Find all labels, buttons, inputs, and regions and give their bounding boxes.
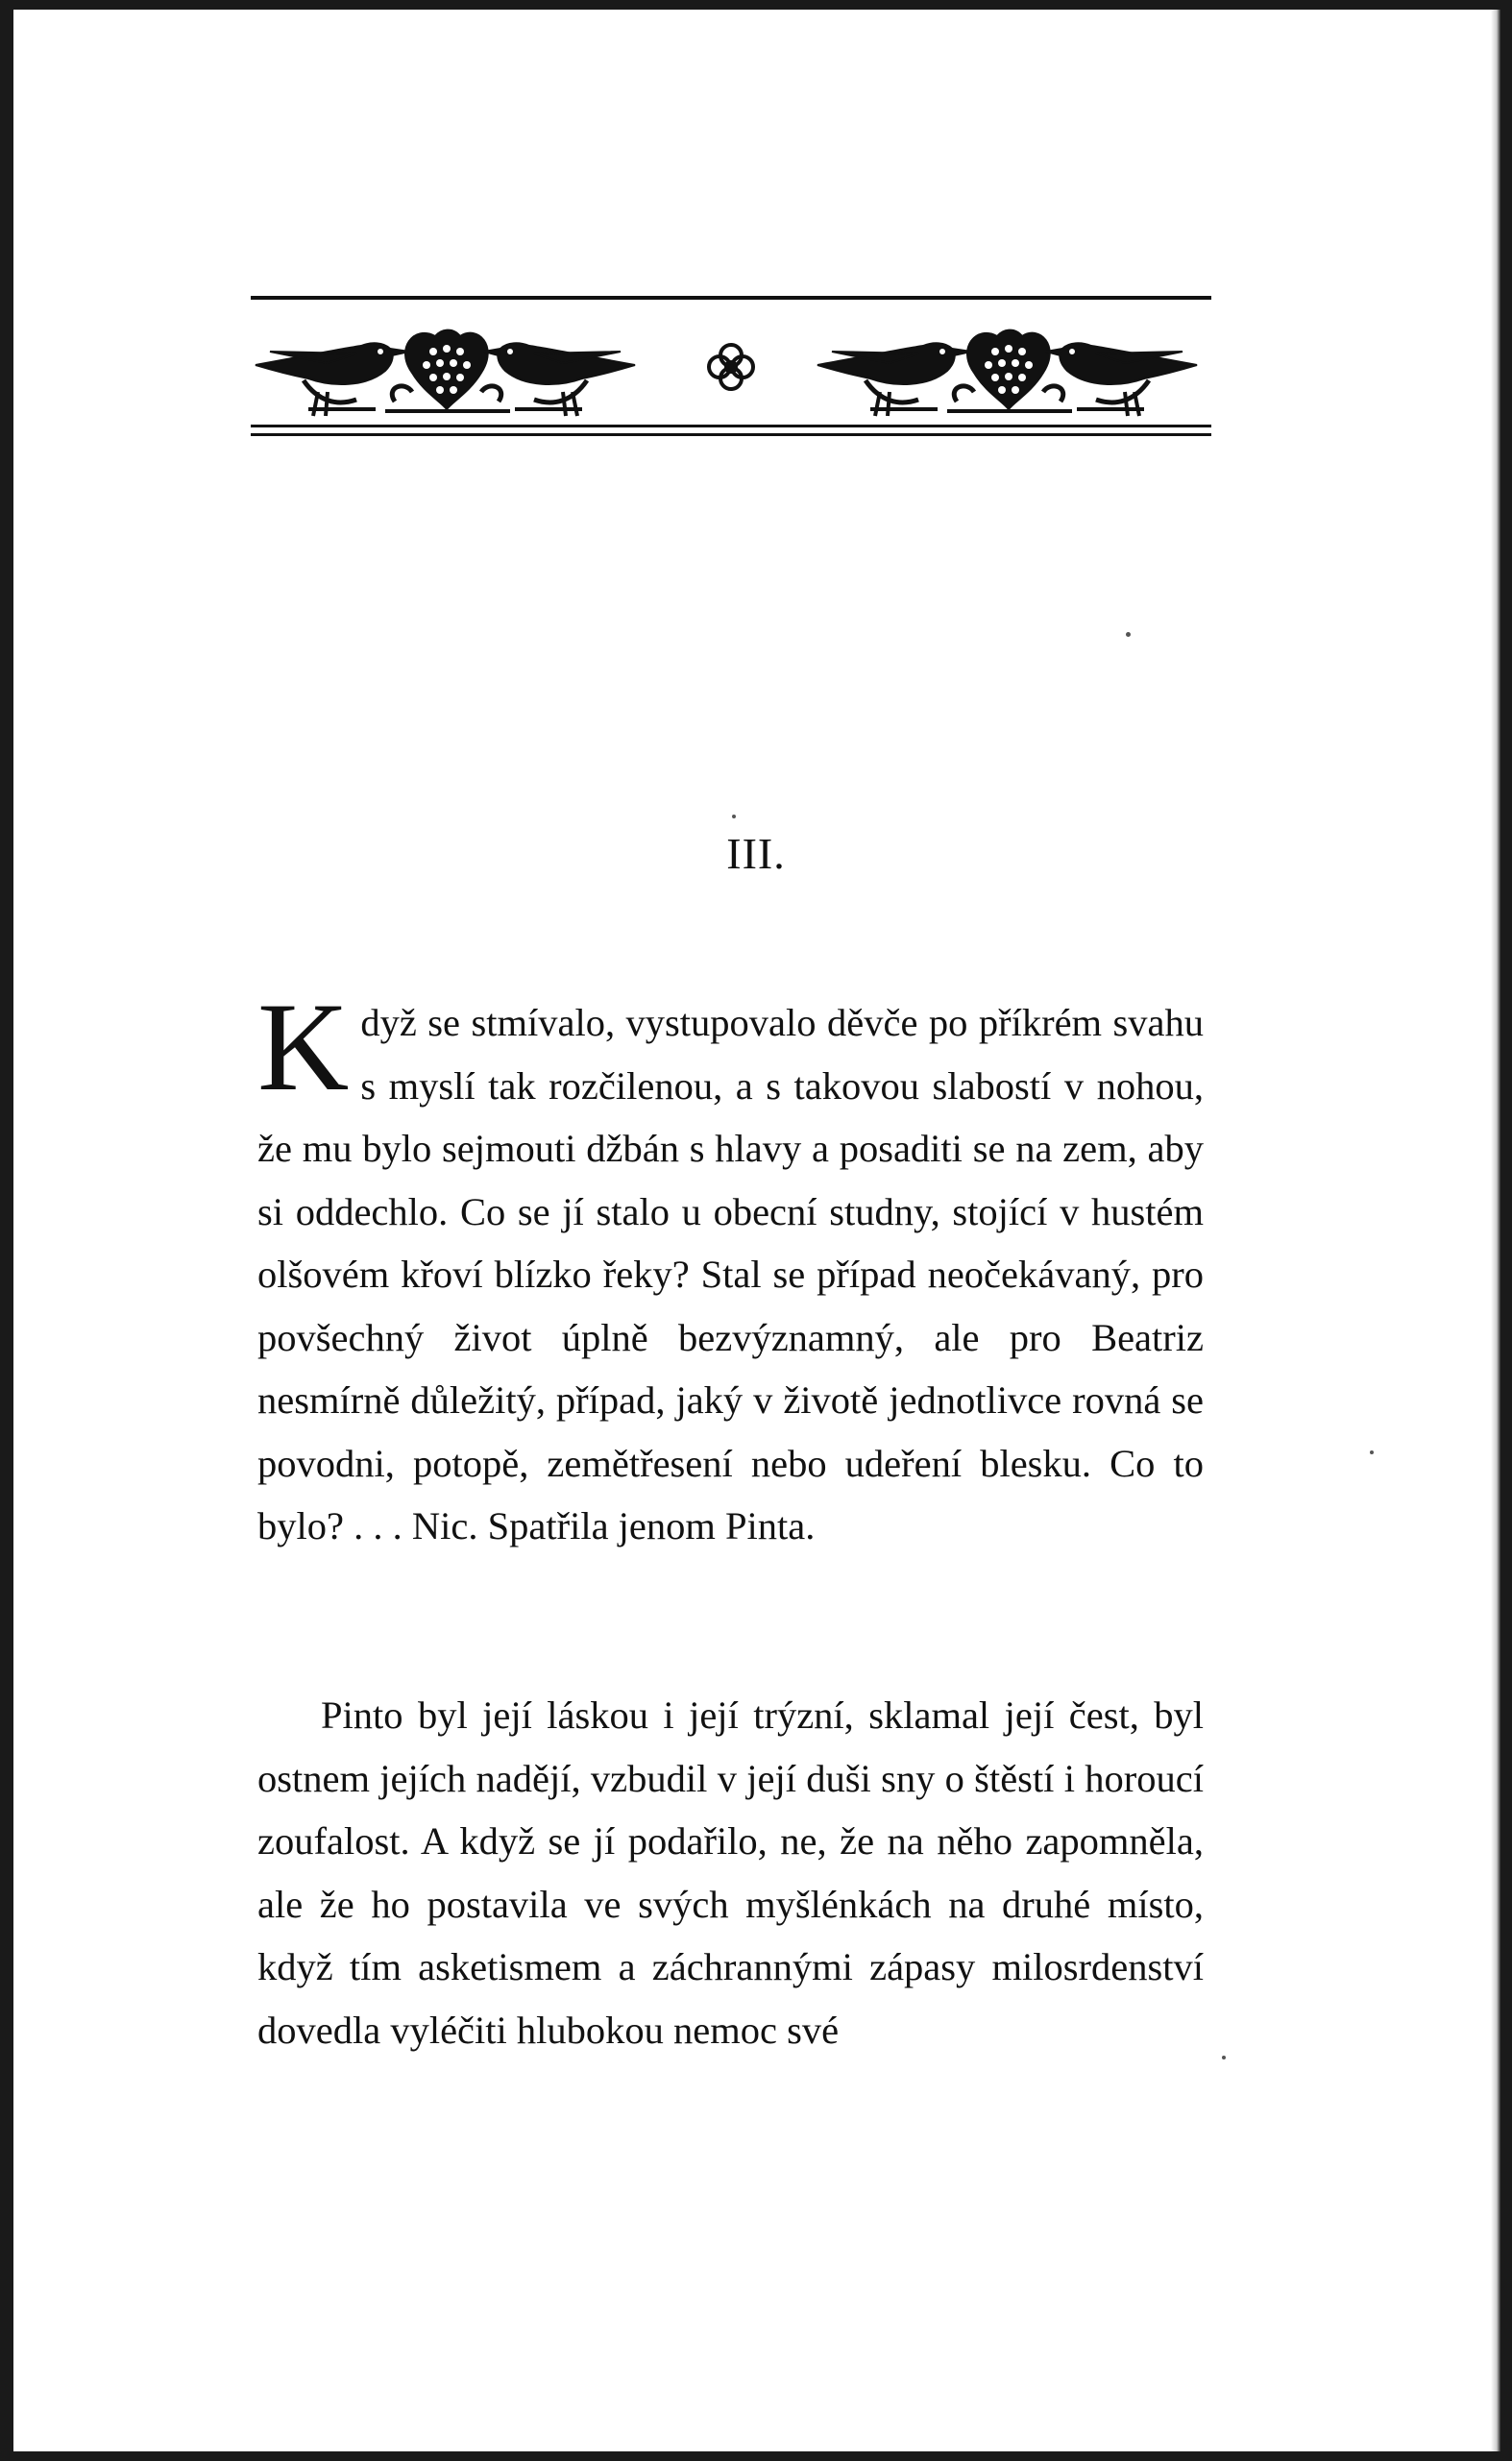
paragraph-2 — [257, 1684, 1204, 2061]
chapter-ornament — [251, 296, 1211, 440]
paragraph-1 — [257, 976, 1204, 1558]
paper-speck — [1222, 2056, 1226, 2059]
drop-cap: K — [257, 976, 350, 1117]
paragraph-1-text: dyž se stmívalo, vystupovalo děvče po příkrém svahu s myslí tak rozčilenou, a s takovou slabostí v nohou, že mu bylo sejmouti džbán s hlavy a posaditi se na zem, aby si oddechlo. Co se jí stalo u obecní studny, stojící v hustém olšovém křoví blízko řeky? Stal se případ neočekávaný, pro povšechný život úplně bezvýznamný, ale pro Beatriz nesmírně důležitý, případ, jaký v životě jednotlivce rovná se povodni, potopě, zemětřesení nebo udeření blesku. Co to bylo? . . . Nic. Spatřila jenom Pinta. — [257, 1001, 1204, 1547]
paper-speck — [1126, 632, 1131, 637]
paper-speck — [732, 815, 736, 818]
chapter-number: III. — [726, 829, 786, 878]
birds-and-heart-ornament — [256, 330, 635, 416]
quatrefoil-flower-icon — [709, 345, 753, 389]
paragraph-2-text: Pinto byl její láskou i její trýzní, sklamal její čest, byl ostnem jejích nadějí, vzbudil v její duši sny o štěstí i horoucí zoufalost. A když se jí podařilo, ne, že na něho zapomněla, ale že ho postavila ve svých myšlénkách na druhé místo, když tím asketismem a záchrannými zápasy milosrdenství dovedla vyléčiti hlubokou nemoc své — [257, 1693, 1204, 2052]
birds-and-heart-ornament — [817, 330, 1197, 416]
page-edge-shadow — [1491, 10, 1500, 2451]
paper-speck — [1370, 1450, 1374, 1454]
